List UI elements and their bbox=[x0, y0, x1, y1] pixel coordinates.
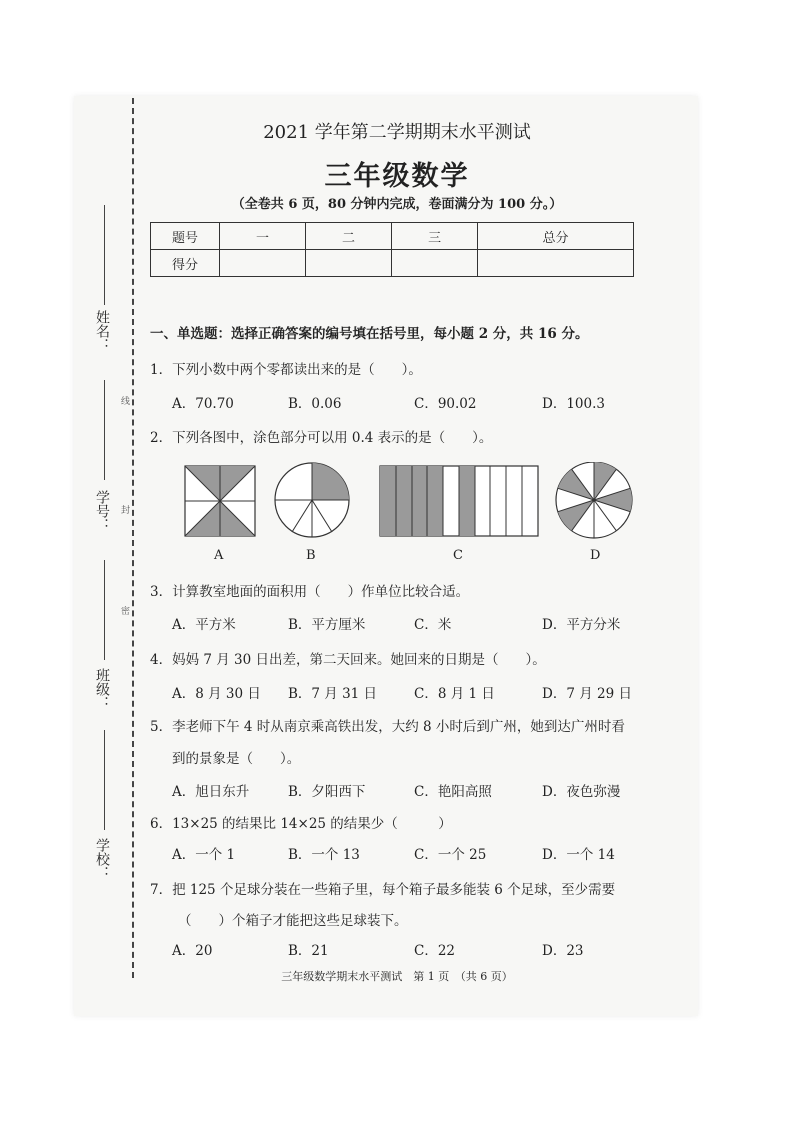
q5-option-a[interactable]: A．旭日东升 bbox=[172, 784, 250, 800]
figure-c-strips bbox=[380, 466, 538, 536]
q4-option-c[interactable]: C．8 月 1 日 bbox=[414, 686, 495, 702]
score-table-score-row bbox=[151, 250, 634, 277]
score-row-label: 得分 bbox=[151, 250, 220, 277]
score-header-cell: 总分 bbox=[478, 223, 634, 250]
q1-option-b[interactable]: B．0.06 bbox=[288, 396, 342, 412]
cut-mark-close: 密 bbox=[119, 606, 129, 615]
id-blank bbox=[104, 380, 105, 480]
q2-figures bbox=[180, 462, 660, 542]
q5-option-c[interactable]: C．艳阳高照 bbox=[414, 784, 492, 800]
q3-option-b[interactable]: B．平方厘米 bbox=[288, 617, 366, 633]
question-5-text: 5．李老师下午 4 时从南京乘高铁出发，大约 8 小时后到广州，她到达广州时看 bbox=[150, 719, 625, 735]
q3-option-c[interactable]: C．米 bbox=[414, 617, 452, 633]
q7-option-d[interactable]: D．23 bbox=[542, 943, 584, 959]
q1-option-c[interactable]: C．90.02 bbox=[414, 396, 477, 412]
cut-mark-line: 线 bbox=[119, 396, 129, 405]
question-1-text: 1．下列小数中两个零都读出来的是（ ）。 bbox=[150, 362, 422, 378]
cut-mark-seal: 封 bbox=[119, 505, 129, 514]
subject-title: 三年级数学 bbox=[324, 161, 470, 192]
q6-option-b[interactable]: B．一个 13 bbox=[288, 847, 360, 863]
class-blank bbox=[104, 560, 105, 660]
figure-label-d[interactable]: D bbox=[590, 548, 601, 563]
q7-option-b[interactable]: B．21 bbox=[288, 943, 329, 959]
score-cell[interactable] bbox=[392, 250, 478, 277]
name-label: 姓名： bbox=[94, 310, 110, 352]
exam-title: 2021 学年第二学期期末水平测试 bbox=[263, 122, 531, 143]
question-4-text: 4．妈妈 7 月 30 日出差，第二天回来。她回来的日期是（ ）。 bbox=[150, 652, 546, 668]
score-header-cell: 二 bbox=[306, 223, 392, 250]
score-table-header-row bbox=[151, 223, 634, 250]
question-5-text-cont: 到的景象是（ ）。 bbox=[172, 751, 301, 767]
score-header-cell: 一 bbox=[220, 223, 306, 250]
question-3-text: 3．计算教室地面的面积用（ ）作单位比较合适。 bbox=[150, 584, 470, 600]
q6-option-d[interactable]: D．一个 14 bbox=[542, 847, 615, 863]
score-cell[interactable] bbox=[220, 250, 306, 277]
score-header-cell: 三 bbox=[392, 223, 478, 250]
score-table bbox=[150, 222, 634, 277]
q3-option-a[interactable]: A．平方米 bbox=[172, 617, 236, 633]
q5-option-d[interactable]: D．夜色弥漫 bbox=[542, 784, 621, 800]
q6-option-a[interactable]: A．一个 1 bbox=[172, 847, 236, 863]
question-2-text: 2．下列各图中，涂色部分可以用 0.4 表示的是（ ）。 bbox=[150, 430, 493, 446]
exam-instructions: （全卷共 6 页，80 分钟内完成，卷面满分为 100 分。） bbox=[231, 197, 563, 212]
question-7-text: 7．把 125 个足球分装在一些箱子里，每个箱子最多能装 6 个足球，至少需要 bbox=[150, 882, 616, 898]
q6-option-c[interactable]: C．一个 25 bbox=[414, 847, 487, 863]
page-footer: 三年级数学期末水平测试 第 1 页 （共 6 页） bbox=[281, 970, 513, 983]
binding-dashed-line bbox=[132, 98, 134, 978]
figure-label-b[interactable]: B bbox=[306, 548, 316, 563]
q3-option-d[interactable]: D．平方分米 bbox=[542, 617, 621, 633]
score-cell[interactable] bbox=[306, 250, 392, 277]
figure-b-shade bbox=[312, 463, 349, 500]
q4-option-a[interactable]: A．8 月 30 日 bbox=[172, 686, 261, 702]
school-label: 学校： bbox=[94, 838, 110, 880]
section1-heading: 一、单选题：选择正确答案的编号填在括号里，每小题 2 分，共 16 分。 bbox=[150, 326, 589, 342]
q1-option-a[interactable]: A．70.70 bbox=[172, 396, 234, 412]
name-blank bbox=[104, 205, 105, 305]
q7-option-c[interactable]: C．22 bbox=[414, 943, 456, 959]
school-blank bbox=[104, 730, 105, 830]
q1-option-d[interactable]: D．100.3 bbox=[542, 396, 605, 412]
question-7-text-cont: （ ）个箱子才能把这些足球装下。 bbox=[178, 913, 408, 929]
figure-label-a[interactable]: A bbox=[214, 548, 224, 563]
q5-option-b[interactable]: B．夕阳西下 bbox=[288, 784, 366, 800]
score-header-cell: 题号 bbox=[151, 223, 220, 250]
figure-label-c[interactable]: C bbox=[453, 548, 463, 563]
score-cell[interactable] bbox=[478, 250, 634, 277]
class-label: 班级： bbox=[94, 668, 110, 710]
q4-option-d[interactable]: D．7 月 29 日 bbox=[542, 686, 632, 702]
id-label: 学号： bbox=[94, 490, 110, 532]
question-6-text: 6．13×25 的结果比 14×25 的结果少（ ） bbox=[150, 816, 452, 832]
q7-option-a[interactable]: A．20 bbox=[172, 943, 213, 959]
figure-c-shade-2 bbox=[459, 466, 475, 536]
figure-b-circle bbox=[275, 463, 349, 537]
figure-d-circle bbox=[556, 462, 632, 538]
q4-option-b[interactable]: B．7 月 31 日 bbox=[288, 686, 378, 702]
figure-a-square bbox=[185, 466, 255, 536]
